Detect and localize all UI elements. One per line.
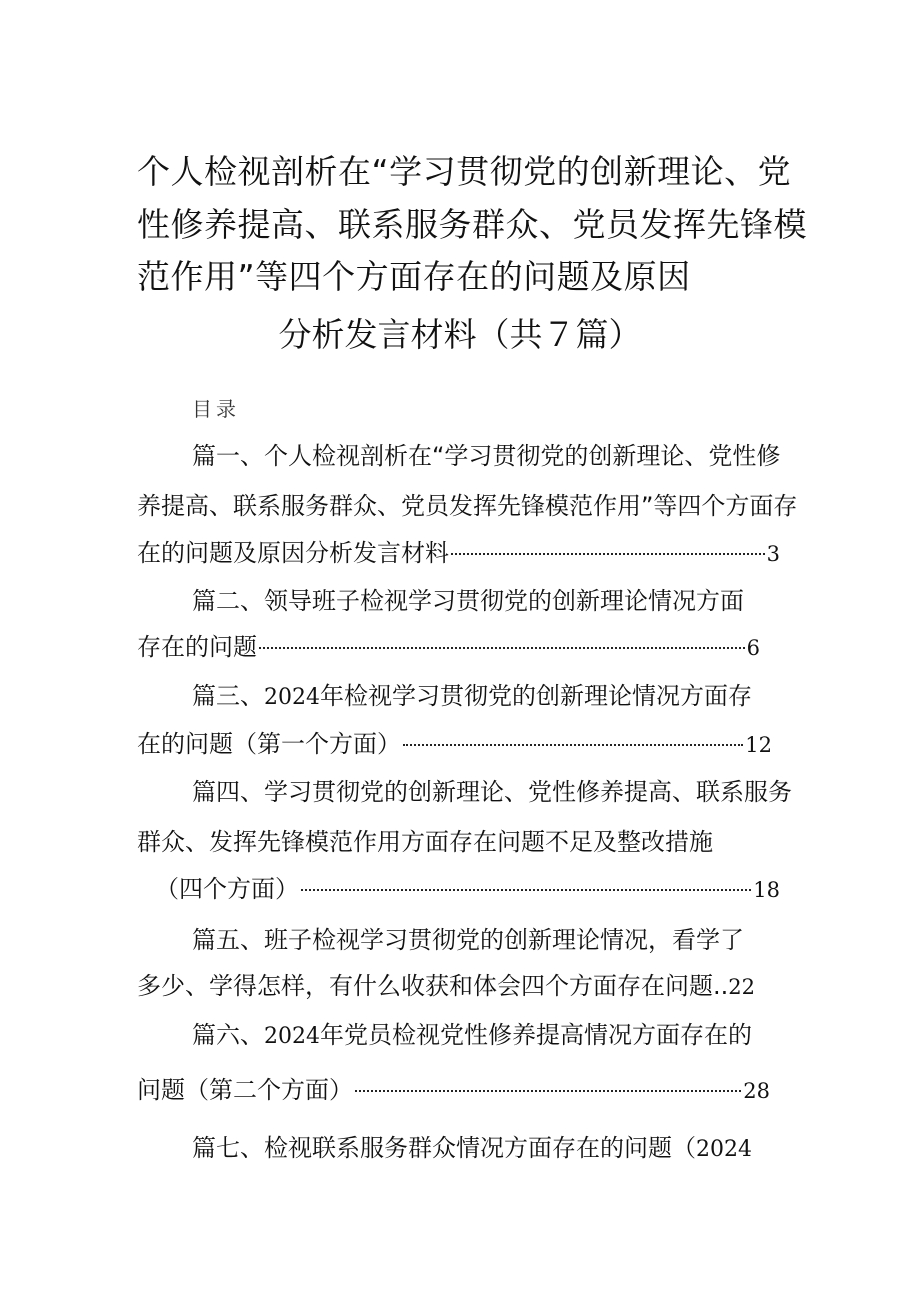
toc-entry-2-text: 存在的问题 bbox=[137, 633, 257, 661]
dot-leader bbox=[403, 744, 743, 746]
toc-entry-4-line-3[interactable] bbox=[155, 874, 780, 905]
toc-entry-2-line-2[interactable] bbox=[137, 632, 760, 663]
toc-entry-7-prefix: 篇七、检视联系服务群众情况方面存在的问题（ bbox=[192, 1134, 696, 1162]
dot-leader bbox=[301, 889, 751, 891]
toc-entry-4-page-number: 18 bbox=[753, 878, 780, 902]
toc-entry-1-line-1[interactable]: 篇一、个人检视剖析在“学习贯彻党的创新理论、党性修 bbox=[192, 442, 781, 470]
document-title-line-1: 个人检视剖析在“学习贯彻党的创新理论、党 bbox=[137, 152, 792, 191]
toc-entry-6-last: 问题（第二个方面） bbox=[137, 1076, 353, 1104]
toc-entry-5-last: 多少、学得怎样，有什么收获和体会四个方面存在问题 bbox=[137, 972, 713, 1000]
toc-entry-1-line-3[interactable] bbox=[137, 538, 780, 569]
toc-entry-1-text: 在的问题及原因分析发言材料 bbox=[137, 539, 449, 567]
toc-entry-7-year: 2024 bbox=[696, 1137, 752, 1162]
toc-entry-3-text: 年检视学习贯彻党的创新理论情况方面存 bbox=[320, 682, 752, 710]
toc-entry-3-year: 2024 bbox=[264, 685, 320, 710]
toc-entry-5-page-number: 22 bbox=[728, 975, 755, 999]
toc-entry-7-line-1[interactable] bbox=[192, 1133, 752, 1165]
toc-entry-2-line-1[interactable]: 篇二、领导班子检视学习贯彻党的创新理论情况方面 bbox=[192, 587, 744, 615]
toc-entry-4-line-2[interactable]: 群众、发挥先锋模范作用方面存在问题不足及整改措施 bbox=[137, 828, 713, 856]
toc-entry-3-line-1[interactable] bbox=[192, 681, 752, 713]
toc-entry-1-page-number: 3 bbox=[766, 542, 780, 566]
toc-heading: 目录 bbox=[192, 397, 240, 421]
toc-entry-6-line-1[interactable] bbox=[192, 1020, 752, 1052]
toc-entry-6-year: 2024 bbox=[264, 1024, 320, 1049]
toc-entry-3-prefix: 篇三、 bbox=[192, 682, 264, 710]
dot-leader bbox=[355, 1090, 741, 1092]
toc-entry-6-text: 年党员检视党性修养提高情况方面存在的 bbox=[320, 1021, 752, 1049]
toc-entry-6-page-number: 28 bbox=[743, 1079, 770, 1103]
toc-entry-4-last: （四个方面） bbox=[155, 875, 299, 903]
document-title-line-2: 性修养提高、联系服务群众、党员发挥先锋模 bbox=[137, 205, 807, 244]
toc-entry-2-page-number: 6 bbox=[746, 636, 760, 660]
toc-entry-3-line-2[interactable] bbox=[137, 729, 772, 760]
toc-entry-3-page-number: 12 bbox=[745, 733, 772, 757]
toc-entry-5-ellipsis: .. bbox=[713, 972, 729, 1000]
toc-entry-3-last: 在的问题（第一个方面） bbox=[137, 730, 401, 758]
toc-entry-4-line-1[interactable]: 篇四、学习贯彻党的创新理论、党性修养提高、联系服务 bbox=[192, 778, 792, 806]
dot-leader bbox=[451, 553, 765, 555]
document-title-line-3: 范作用”等四个方面存在的问题及原因 bbox=[137, 257, 691, 296]
toc-entry-5-line-1[interactable]: 篇五、班子检视学习贯彻党的创新理论情况，看学了 bbox=[192, 926, 744, 954]
document-title-line-4: 分析发言材料（共７篇） bbox=[278, 315, 642, 354]
toc-entry-6-prefix: 篇六、 bbox=[192, 1021, 264, 1049]
toc-entry-1-line-2[interactable]: 养提高、联系服务群众、党员发挥先锋模范作用”等四个方面存 bbox=[137, 492, 798, 520]
toc-entry-6-line-2[interactable] bbox=[137, 1075, 770, 1106]
toc-entry-5-line-2[interactable] bbox=[137, 971, 755, 1002]
dot-leader bbox=[259, 647, 745, 649]
